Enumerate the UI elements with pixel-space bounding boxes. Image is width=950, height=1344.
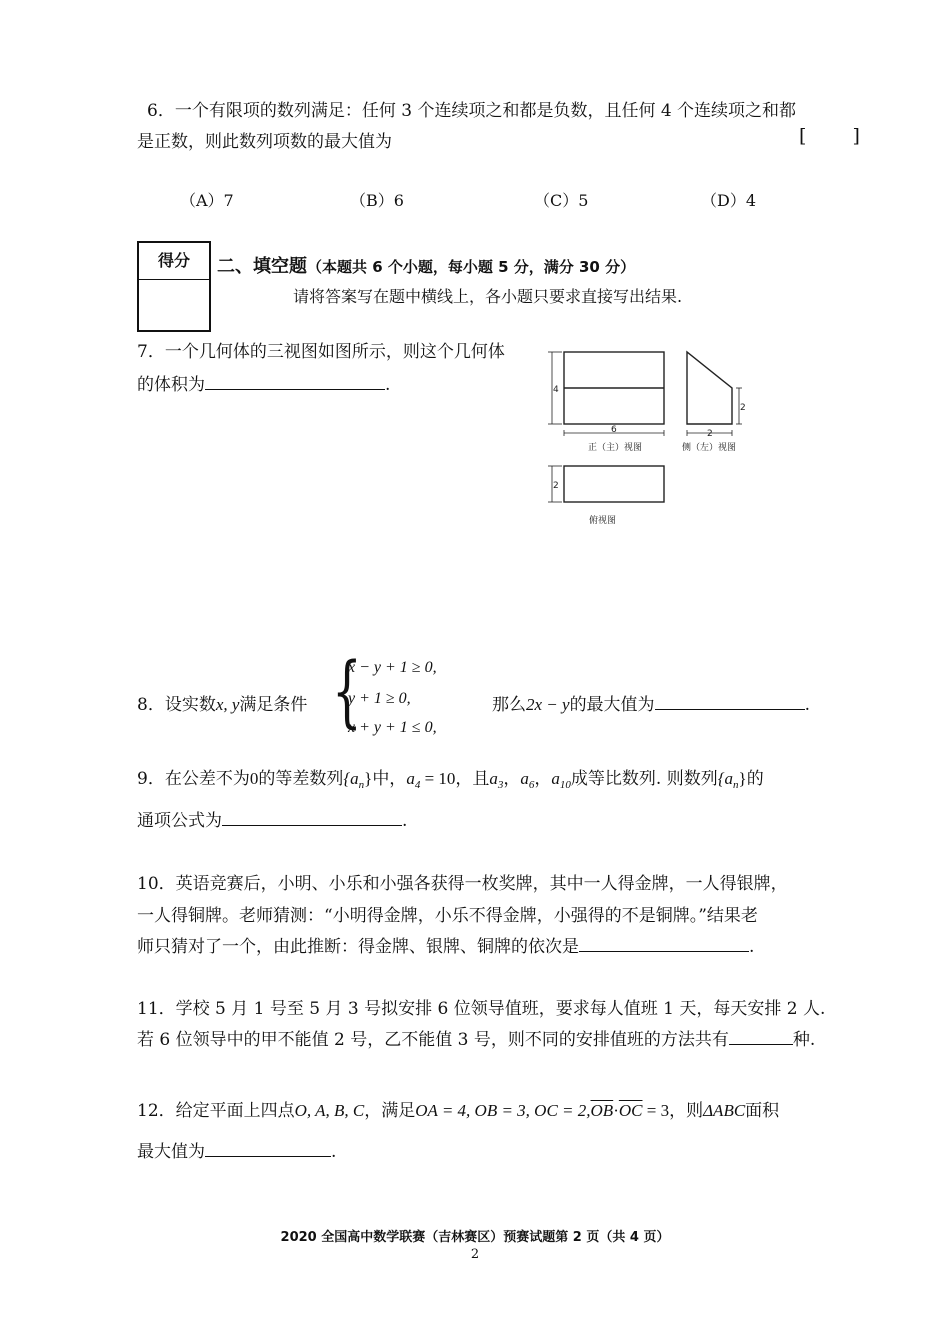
section-instruction: 请将答案写在题中横线上，各小题只要求直接写出结果. [293,287,683,306]
q8-constraint-3: x + y + 1 ≤ 0, [348,719,437,736]
q8-end: . [804,695,810,715]
q9-end: . [402,811,408,831]
q12-cond: OA = 4, OB = 3, OC = 2, [415,1101,591,1120]
q9-t6: 的 [746,769,764,789]
q8-constraint-1: x − y + 1 ≥ 0, [348,659,437,676]
q9-line2 [137,806,407,831]
q12-answer-blank[interactable] [205,1138,331,1157]
q8-ask: 那么 [492,695,526,715]
q9-a10: a [551,769,560,788]
q12-line1 [137,1096,779,1121]
q9-a6: a [520,769,529,788]
q12-vec-ob: $\overline{OB}$ [590,1101,614,1120]
three-view-figure [540,340,760,530]
q9-a4-sub: 4 [414,779,421,791]
q9-a10-sub: 10 [559,779,571,791]
q12-points: O, A, B, C [294,1101,365,1120]
q12-vec-oc: $\overline{OC}$ [618,1101,643,1120]
q7-answer-blank[interactable] [205,371,385,390]
q10-line1: 10．英语竞赛后，小明、小乐和小强各获得一枚奖牌，其中一人得金牌，一人得银牌， [137,874,788,894]
q6-option-b: （B）6 [350,191,404,210]
section-title-text: 二、填空题 [217,256,307,277]
q9-t3: 中， [372,769,407,789]
q9-a4-val: = 10 [420,769,456,788]
q6-option-d: （D）4 [701,191,757,210]
q7-line2-text: 的体积为 [137,375,205,395]
q9-a6-sub: 6 [528,779,535,791]
q8-expr: 2x − y [526,695,570,714]
q12-eq: = 3 [642,1101,670,1120]
q12-t2: ，满足 [364,1101,416,1121]
q7-line2 [137,370,390,395]
q9-a3: a [489,769,498,788]
top-view-label: 俯视图 [589,516,617,526]
q12-line2 [137,1137,336,1162]
q9-a3-sub: 3 [497,779,504,791]
q9-a4: a [406,769,415,788]
section-title-note: （本题共 6 个小题，每小题 5 分，满分 30 分） [307,258,636,276]
q8-ask2: 的最大值为 [569,695,655,715]
q9-seq: {a [343,769,359,788]
q9-answer-blank[interactable] [222,807,402,826]
q12-end: . [331,1142,337,1162]
answer-bracket [799,125,860,147]
q12-t4: 面积 [745,1101,780,1121]
q9-comma-1: ， [503,769,521,789]
q12-triangle: ΔABC [703,1101,746,1120]
q12-t3: ，则 [669,1101,704,1121]
q12-t1: 12．给定平面上四点 [137,1101,295,1121]
side-view-shape [687,352,732,424]
footer-title: 2020 全国高中数学联赛（吉林赛区）预赛试题第 2 页（共 4 页） [280,1230,670,1245]
q9-zero: 0 [249,769,259,788]
answer-bracket-text: [ ] [799,125,860,147]
q11-line2 [137,1025,815,1050]
q8-prefix-text: 8．设实数 [137,695,216,715]
dim-front-width: 6 [611,425,617,435]
q9-comma-2: ， [534,769,552,789]
q10-line3 [137,932,754,957]
q7-end: . [385,375,391,395]
q11-answer-blank[interactable] [729,1026,793,1045]
q9-t5: 成等比数列. 则数列 [570,769,718,789]
top-view-rect [564,466,664,502]
q6-option-c: （C）5 [534,191,589,210]
dim-side-width: 2 [707,429,713,439]
q12-line2-text: 最大值为 [137,1142,205,1162]
q8-prefix [137,690,307,715]
q10-answer-blank[interactable] [579,933,749,952]
q9-seq-sub: n [358,779,365,791]
q6-line1: 6．一个有限项的数列满足：任何 3 个连续项之和都是负数，且任何 4 个连续项之和都 [147,101,797,121]
q8-cond-label: 满足条件 [239,695,308,715]
q9-t4: ，且 [455,769,490,789]
q9-seq-2: {a [717,769,734,788]
q9-seq-end: } [364,769,373,788]
q8-vars: x, y [215,695,240,714]
front-view-label: 正（主）视图 [588,443,643,453]
q9-seq-2-end: } [738,769,747,788]
q11-end: 种. [792,1030,816,1050]
dim-top-height: 2 [553,481,559,491]
dim-front-height: 4 [553,385,559,395]
q8-brace: { [332,647,362,737]
q12-dot: · [613,1101,619,1120]
score-label: 得分 [139,243,209,280]
score-box [137,241,211,332]
q10-line2: 一人得铜牌。老师猜测：“小明得金牌，小乐不得金牌，小强得的不是铜牌。”结果老 [137,906,758,926]
q11-line2-text: 若 6 位领导中的甲不能值 2 号，乙不能值 3 号，则不同的安排值班的方法共有 [137,1030,729,1050]
section-title [217,252,635,278]
q10-line3-text: 师只猜对了一个，由此推断：得金牌、银牌、铜牌的依次是 [137,937,579,957]
page-number: 2 [470,1247,480,1262]
dim-side-height: 2 [740,403,746,413]
q8-answer-blank[interactable] [655,691,805,710]
q9-t1: 9．在公差不为 [137,769,250,789]
q10-end: . [749,937,755,957]
q6-option-a: （A）7 [180,191,234,210]
q6-line2: 是正数，则此数列项数的最大值为 [137,132,392,152]
q9-t2: 的等差数列 [258,769,344,789]
q9-line2-text: 通项公式为 [137,811,222,831]
q11-line1: 11．学校 5 月 1 号至 5 月 3 号拟安排 6 位领导值班，要求每人值班 1 天，每天安排 2 人. [137,999,826,1019]
q7-line1: 7．一个几何体的三视图如图所示，则这个几何体 [137,342,505,362]
side-view-label: 侧（左）视图 [682,443,737,453]
q8-constraint-2: y + 1 ≥ 0, [348,690,411,707]
q8-question [492,690,810,715]
q9-seq-2-sub: n [733,779,739,791]
q9-line1 [137,764,764,791]
